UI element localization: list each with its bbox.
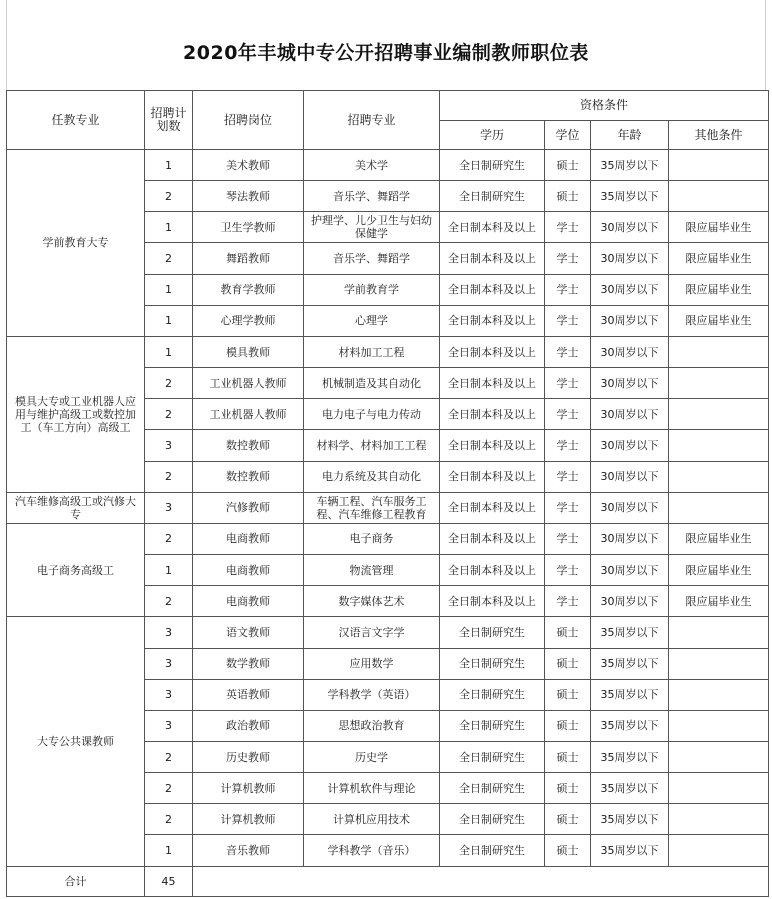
other-cell bbox=[669, 648, 769, 679]
other-cell bbox=[669, 773, 769, 804]
degree-cell: 学士 bbox=[545, 523, 591, 554]
major-cell: 学科教学（音乐） bbox=[304, 835, 440, 866]
age-cell: 30周岁以下 bbox=[591, 212, 669, 243]
education-cell: 全日制本科及以上 bbox=[440, 336, 545, 367]
degree-cell: 学士 bbox=[545, 492, 591, 523]
header-subject: 任教专业 bbox=[7, 91, 145, 150]
age-cell: 30周岁以下 bbox=[591, 523, 669, 554]
age-cell: 35周岁以下 bbox=[591, 835, 669, 866]
major-cell: 音乐学、舞蹈学 bbox=[304, 181, 440, 212]
major-cell: 思想政治教育 bbox=[304, 710, 440, 741]
education-cell: 全日制本科及以上 bbox=[440, 523, 545, 554]
plan-cell: 3 bbox=[145, 710, 193, 741]
plan-cell: 2 bbox=[145, 804, 193, 835]
plan-cell: 1 bbox=[145, 305, 193, 336]
degree-cell: 硕士 bbox=[545, 773, 591, 804]
major-cell: 电力电子与电力传动 bbox=[304, 399, 440, 430]
position-cell: 舞蹈教师 bbox=[193, 243, 304, 274]
header-major: 招聘专业 bbox=[304, 91, 440, 150]
age-cell: 30周岁以下 bbox=[591, 586, 669, 617]
degree-cell: 硕士 bbox=[545, 835, 591, 866]
other-cell bbox=[669, 617, 769, 648]
plan-cell: 2 bbox=[145, 773, 193, 804]
plan-cell: 3 bbox=[145, 430, 193, 461]
other-cell bbox=[669, 150, 769, 181]
age-cell: 35周岁以下 bbox=[591, 710, 669, 741]
age-cell: 30周岁以下 bbox=[591, 555, 669, 586]
other-cell bbox=[669, 804, 769, 835]
plan-cell: 1 bbox=[145, 555, 193, 586]
header-degree: 学位 bbox=[545, 121, 591, 150]
position-cell: 电商教师 bbox=[193, 555, 304, 586]
position-cell: 琴法教师 bbox=[193, 181, 304, 212]
plan-cell: 3 bbox=[145, 617, 193, 648]
position-cell: 卫生学教师 bbox=[193, 212, 304, 243]
other-cell bbox=[669, 679, 769, 710]
other-cell bbox=[669, 741, 769, 772]
degree-cell: 学士 bbox=[545, 555, 591, 586]
degree-cell: 硕士 bbox=[545, 648, 591, 679]
position-cell: 工业机器人教师 bbox=[193, 399, 304, 430]
other-cell: 限应届毕业生 bbox=[669, 305, 769, 336]
age-cell: 30周岁以下 bbox=[591, 461, 669, 492]
plan-cell: 3 bbox=[145, 648, 193, 679]
header-position: 招聘岗位 bbox=[193, 91, 304, 150]
major-cell: 学科教学（英语） bbox=[304, 679, 440, 710]
position-cell: 工业机器人教师 bbox=[193, 368, 304, 399]
education-cell: 全日制研究生 bbox=[440, 181, 545, 212]
position-cell: 心理学教师 bbox=[193, 305, 304, 336]
major-cell: 物流管理 bbox=[304, 555, 440, 586]
total-label: 合计 bbox=[7, 866, 145, 896]
degree-cell: 学士 bbox=[545, 305, 591, 336]
major-cell: 心理学 bbox=[304, 305, 440, 336]
other-cell: 限应届毕业生 bbox=[669, 586, 769, 617]
plan-cell: 2 bbox=[145, 523, 193, 554]
age-cell: 35周岁以下 bbox=[591, 181, 669, 212]
degree-cell: 学士 bbox=[545, 461, 591, 492]
position-cell: 电商教师 bbox=[193, 586, 304, 617]
other-cell bbox=[669, 461, 769, 492]
degree-cell: 硕士 bbox=[545, 150, 591, 181]
major-cell: 历史学 bbox=[304, 741, 440, 772]
age-cell: 30周岁以下 bbox=[591, 399, 669, 430]
other-cell bbox=[669, 492, 769, 523]
position-cell: 模具教师 bbox=[193, 336, 304, 367]
position-cell: 音乐教师 bbox=[193, 835, 304, 866]
major-cell: 学前教育学 bbox=[304, 274, 440, 305]
plan-cell: 2 bbox=[145, 741, 193, 772]
plan-cell: 3 bbox=[145, 679, 193, 710]
plan-cell: 1 bbox=[145, 274, 193, 305]
position-cell: 教育学教师 bbox=[193, 274, 304, 305]
position-cell: 数控教师 bbox=[193, 430, 304, 461]
major-cell: 电子商务 bbox=[304, 523, 440, 554]
other-cell bbox=[669, 430, 769, 461]
subject-cell: 汽车维修高级工或汽修大专 bbox=[7, 492, 145, 523]
major-cell: 应用数学 bbox=[304, 648, 440, 679]
position-cell: 电商教师 bbox=[193, 523, 304, 554]
major-cell: 机械制造及其自动化 bbox=[304, 368, 440, 399]
major-cell: 材料学、材料加工工程 bbox=[304, 430, 440, 461]
education-cell: 全日制本科及以上 bbox=[440, 492, 545, 523]
other-cell bbox=[669, 399, 769, 430]
plan-cell: 1 bbox=[145, 336, 193, 367]
plan-cell: 3 bbox=[145, 492, 193, 523]
position-cell: 数控教师 bbox=[193, 461, 304, 492]
other-cell: 限应届毕业生 bbox=[669, 274, 769, 305]
position-cell: 计算机教师 bbox=[193, 773, 304, 804]
education-cell: 全日制研究生 bbox=[440, 741, 545, 772]
degree-cell: 硕士 bbox=[545, 181, 591, 212]
position-cell: 政治教师 bbox=[193, 710, 304, 741]
age-cell: 30周岁以下 bbox=[591, 243, 669, 274]
major-cell: 计算机软件与理论 bbox=[304, 773, 440, 804]
subject-cell: 学前教育大专 bbox=[7, 150, 145, 337]
age-cell: 35周岁以下 bbox=[591, 773, 669, 804]
degree-cell: 硕士 bbox=[545, 679, 591, 710]
education-cell: 全日制本科及以上 bbox=[440, 555, 545, 586]
degree-cell: 学士 bbox=[545, 368, 591, 399]
degree-cell: 学士 bbox=[545, 336, 591, 367]
education-cell: 全日制本科及以上 bbox=[440, 368, 545, 399]
education-cell: 全日制本科及以上 bbox=[440, 461, 545, 492]
total-row bbox=[7, 866, 769, 896]
education-cell: 全日制研究生 bbox=[440, 648, 545, 679]
other-cell bbox=[669, 181, 769, 212]
other-cell: 限应届毕业生 bbox=[669, 523, 769, 554]
age-cell: 35周岁以下 bbox=[591, 679, 669, 710]
other-cell: 限应届毕业生 bbox=[669, 212, 769, 243]
header-qualifications: 资格条件 bbox=[440, 91, 769, 121]
table-row bbox=[7, 617, 769, 648]
age-cell: 30周岁以下 bbox=[591, 492, 669, 523]
major-cell: 护理学、儿少卫生与妇幼保健学 bbox=[304, 212, 440, 243]
degree-cell: 硕士 bbox=[545, 741, 591, 772]
subject-cell: 模具大专或工业机器人应用与维护高级工或数控加工（车工方向）高级工 bbox=[7, 336, 145, 492]
age-cell: 35周岁以下 bbox=[591, 804, 669, 835]
plan-cell: 2 bbox=[145, 243, 193, 274]
plan-cell: 1 bbox=[145, 212, 193, 243]
age-cell: 35周岁以下 bbox=[591, 648, 669, 679]
table-row bbox=[7, 150, 769, 181]
education-cell: 全日制本科及以上 bbox=[440, 243, 545, 274]
degree-cell: 硕士 bbox=[545, 617, 591, 648]
title-box bbox=[6, 0, 766, 90]
age-cell: 35周岁以下 bbox=[591, 741, 669, 772]
plan-cell: 2 bbox=[145, 368, 193, 399]
table-row bbox=[7, 336, 769, 367]
major-cell: 音乐学、舞蹈学 bbox=[304, 243, 440, 274]
age-cell: 30周岁以下 bbox=[591, 305, 669, 336]
education-cell: 全日制研究生 bbox=[440, 804, 545, 835]
degree-cell: 学士 bbox=[545, 430, 591, 461]
position-cell: 历史教师 bbox=[193, 741, 304, 772]
major-cell: 美术学 bbox=[304, 150, 440, 181]
degree-cell: 学士 bbox=[545, 274, 591, 305]
position-cell: 数学教师 bbox=[193, 648, 304, 679]
page-title: 2020年丰城中专公开招聘事业编制教师职位表 bbox=[183, 42, 589, 64]
age-cell: 30周岁以下 bbox=[591, 430, 669, 461]
header-age: 年龄 bbox=[591, 121, 669, 150]
degree-cell: 学士 bbox=[545, 212, 591, 243]
education-cell: 全日制研究生 bbox=[440, 679, 545, 710]
position-cell: 英语教师 bbox=[193, 679, 304, 710]
age-cell: 30周岁以下 bbox=[591, 336, 669, 367]
table-body bbox=[7, 150, 769, 897]
major-cell: 数字媒体艺术 bbox=[304, 586, 440, 617]
education-cell: 全日制研究生 bbox=[440, 617, 545, 648]
degree-cell: 硕士 bbox=[545, 710, 591, 741]
plan-cell: 1 bbox=[145, 150, 193, 181]
education-cell: 全日制研究生 bbox=[440, 150, 545, 181]
degree-cell: 学士 bbox=[545, 586, 591, 617]
plan-cell: 1 bbox=[145, 835, 193, 866]
major-cell: 计算机应用技术 bbox=[304, 804, 440, 835]
plan-cell: 2 bbox=[145, 586, 193, 617]
other-cell bbox=[669, 368, 769, 399]
header-row-1 bbox=[7, 91, 769, 121]
other-cell bbox=[669, 336, 769, 367]
education-cell: 全日制研究生 bbox=[440, 835, 545, 866]
plan-cell: 2 bbox=[145, 461, 193, 492]
degree-cell: 学士 bbox=[545, 399, 591, 430]
positions-table bbox=[6, 90, 769, 897]
table-row bbox=[7, 492, 769, 523]
education-cell: 全日制研究生 bbox=[440, 710, 545, 741]
degree-cell: 硕士 bbox=[545, 804, 591, 835]
table-row bbox=[7, 523, 769, 554]
major-cell: 电力系统及其自动化 bbox=[304, 461, 440, 492]
header-education: 学历 bbox=[440, 121, 545, 150]
subject-cell: 电子商务高级工 bbox=[7, 523, 145, 616]
other-cell: 限应届毕业生 bbox=[669, 243, 769, 274]
education-cell: 全日制本科及以上 bbox=[440, 399, 545, 430]
total-empty bbox=[193, 866, 769, 896]
major-cell: 汉语言文字学 bbox=[304, 617, 440, 648]
age-cell: 30周岁以下 bbox=[591, 274, 669, 305]
education-cell: 全日制研究生 bbox=[440, 773, 545, 804]
subject-cell: 大专公共课教师 bbox=[7, 617, 145, 866]
other-cell bbox=[669, 835, 769, 866]
header-plan: 招聘计划数 bbox=[145, 91, 193, 150]
position-cell: 汽修教师 bbox=[193, 492, 304, 523]
plan-cell: 2 bbox=[145, 181, 193, 212]
plan-cell: 2 bbox=[145, 399, 193, 430]
education-cell: 全日制本科及以上 bbox=[440, 305, 545, 336]
education-cell: 全日制本科及以上 bbox=[440, 212, 545, 243]
major-cell: 材料加工工程 bbox=[304, 336, 440, 367]
header-other: 其他条件 bbox=[669, 121, 769, 150]
education-cell: 全日制本科及以上 bbox=[440, 430, 545, 461]
other-cell: 限应届毕业生 bbox=[669, 555, 769, 586]
total-value: 45 bbox=[145, 866, 193, 896]
other-cell bbox=[669, 710, 769, 741]
education-cell: 全日制本科及以上 bbox=[440, 274, 545, 305]
age-cell: 35周岁以下 bbox=[591, 150, 669, 181]
position-cell: 计算机教师 bbox=[193, 804, 304, 835]
position-cell: 美术教师 bbox=[193, 150, 304, 181]
education-cell: 全日制本科及以上 bbox=[440, 586, 545, 617]
age-cell: 35周岁以下 bbox=[591, 617, 669, 648]
age-cell: 30周岁以下 bbox=[591, 368, 669, 399]
major-cell: 车辆工程、汽车服务工程、汽车维修工程教育 bbox=[304, 492, 440, 523]
position-cell: 语文教师 bbox=[193, 617, 304, 648]
degree-cell: 学士 bbox=[545, 243, 591, 274]
